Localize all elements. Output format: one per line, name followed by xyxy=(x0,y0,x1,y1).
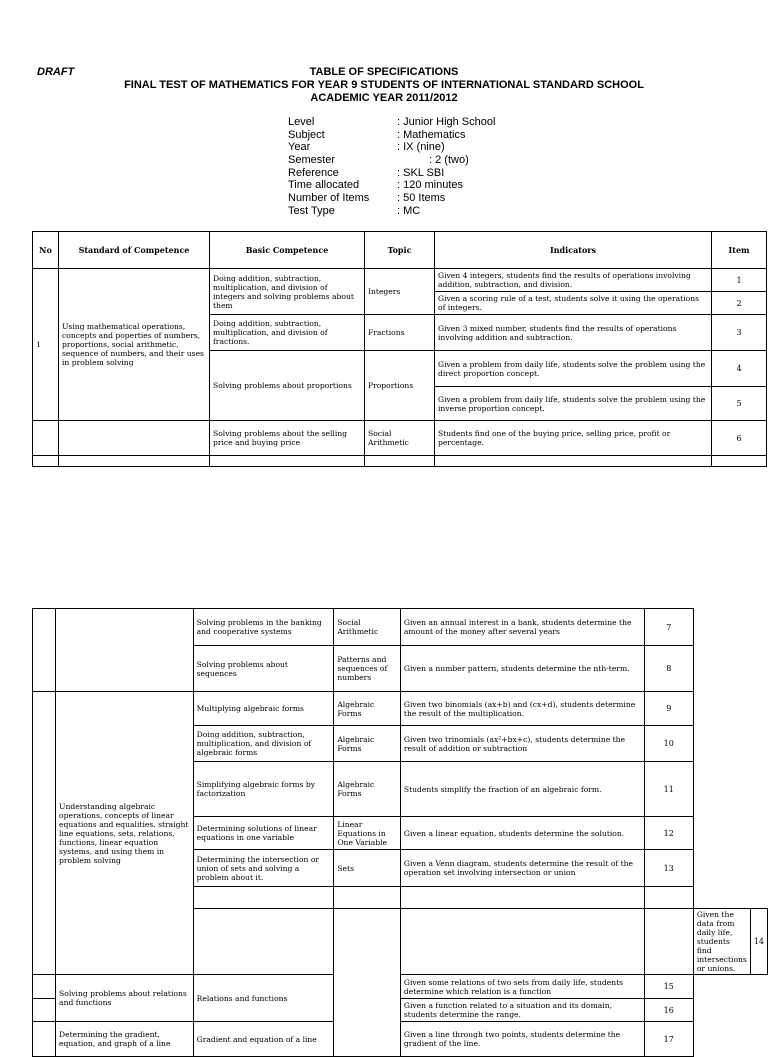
empty-cell xyxy=(56,609,194,692)
indicator: Given two binomials (ax+b) and (cx+d), students determine the result of the multiplication. xyxy=(400,692,644,726)
indicator: Given the data from daily life, students find intersections or unions. xyxy=(693,909,750,975)
item-number: 2 xyxy=(712,292,767,315)
basic-competence: Simplifying algebraic forms by factorization xyxy=(193,762,334,817)
table-row xyxy=(33,975,768,999)
basic-competence: Doing addition, subtraction, multiplication, and division of fractions. xyxy=(210,315,365,351)
indicator: Given 4 integers, students find the results of operations involving addition, subtraction, and division. xyxy=(435,269,712,292)
indicator: Given a linear equation, students determine the solution. xyxy=(400,817,644,850)
topic: Fractions xyxy=(365,315,435,351)
indicator: Given 3 mixed number, students find the results of operations involving addition and subtraction. xyxy=(435,315,712,351)
document-subtitle: FINAL TEST OF MATHEMATICS FOR YEAR 9 STUDENTS OF INTERNATIONAL STANDARD SCHOOL xyxy=(124,79,644,91)
table-header-row xyxy=(33,232,767,269)
basic-competence: Determining solutions of linear equations in one variable xyxy=(193,817,334,850)
item-number: 11 xyxy=(644,762,693,817)
empty-cell xyxy=(33,692,56,975)
standard-of-competence: Using mathematical operations, concepts and poperties of numbers, proportions, social arithmetic, sequence of numbers, and their uses in problem solving xyxy=(59,269,210,421)
draft-label: DRAFT xyxy=(37,66,75,78)
basic-competence: Solving problems about the selling price and buying price xyxy=(210,421,365,456)
indicator: Given a scoring rule of a test, students solve it using the operations of integers. xyxy=(435,292,712,315)
indicator: Given a line through two points, students determine the gradient of the line. xyxy=(400,1022,644,1057)
empty-cell xyxy=(33,1022,56,1057)
col-header-item: Item xyxy=(712,232,767,269)
item-number: 3 xyxy=(712,315,767,351)
basic-competence: Solving problems about relations and functions xyxy=(56,975,194,1022)
item-number: 12 xyxy=(644,817,693,850)
basic-competence: Solving problems about proportions xyxy=(210,351,365,421)
indicator: Given an annual interest in a bank, students determine the amount of the money after several years xyxy=(400,609,644,646)
item-number: 6 xyxy=(712,421,767,456)
topic: Algebraic Forms xyxy=(334,726,401,762)
row-number: 1 xyxy=(33,269,59,421)
indicator: Given a problem from daily life, students solve the problem using the direct proportion concept. xyxy=(435,351,712,387)
item-number: 8 xyxy=(644,646,693,692)
table-row-empty xyxy=(33,456,767,467)
standard-of-competence: Understanding algebraic operations, concepts of linear equations and equalities, straight line equations, sets, relations, functions, linear equation systems, and using them in problem solving xyxy=(56,692,194,975)
empty-cell xyxy=(644,909,693,975)
indicator: Given two trinomials (ax²+bx+c), students determine the result of addition or subtraction xyxy=(400,726,644,762)
basic-competence: Multiplying algebraic forms xyxy=(193,692,334,726)
topic: Gradient and equation of a line xyxy=(193,1022,334,1057)
col-header-indicators: Indicators xyxy=(435,232,712,269)
basic-competence: Solving problems about sequences xyxy=(193,646,334,692)
table-row xyxy=(33,269,767,292)
item-number: 16 xyxy=(644,999,693,1022)
indicator: Students simplify the fraction of an algebraic form. xyxy=(400,762,644,817)
empty-cell xyxy=(59,421,210,456)
empty-cell xyxy=(400,909,644,975)
specification-table-1 xyxy=(32,231,767,467)
topic: Relations and functions xyxy=(193,975,334,1022)
table-row xyxy=(33,609,768,646)
col-header-no: No xyxy=(33,232,59,269)
empty-cell xyxy=(33,975,56,999)
indicator: Given a function related to a situation and its domain, students determine the range. xyxy=(400,999,644,1022)
item-number: 1 xyxy=(712,269,767,292)
indicator: Given a problem from daily life, students solve the problem using the inverse proportion concept. xyxy=(435,387,712,421)
academic-year: ACADEMIC YEAR 2011/2012 xyxy=(310,92,458,104)
basic-competence: Doing addition, subtraction, multiplication, and division of algebraic forms xyxy=(193,726,334,762)
item-number: 14 xyxy=(750,909,767,975)
table-row xyxy=(33,421,767,456)
col-header-topic: Topic xyxy=(365,232,435,269)
topic: Social Arithmetic xyxy=(334,609,401,646)
topic: Social Arithmetic xyxy=(365,421,435,456)
topic: Integers xyxy=(365,269,435,315)
document-title: TABLE OF SPECIFICATIONS xyxy=(309,66,459,78)
item-number: 9 xyxy=(644,692,693,726)
topic: Proportions xyxy=(365,351,435,421)
topic: Sets xyxy=(334,850,401,887)
specification-table-2 xyxy=(32,608,768,1057)
item-number: 13 xyxy=(644,850,693,887)
basic-competence: Solving problems in the banking and cooperative systems xyxy=(193,609,334,646)
topic: Patterns and sequences of numbers xyxy=(334,646,401,692)
item-number: 5 xyxy=(712,387,767,421)
empty-cell xyxy=(33,421,59,456)
col-header-standard: Standard of Competence xyxy=(59,232,210,269)
indicator: Students find one of the buying price, selling price, profit or percentage. xyxy=(435,421,712,456)
empty-cell xyxy=(33,609,56,692)
empty-cell xyxy=(193,909,334,975)
item-number: 4 xyxy=(712,351,767,387)
topic: Linear Equations in One Variable xyxy=(334,817,401,850)
indicator: Given a Venn diagram, students determine the result of the operation set involving intersection or union xyxy=(400,850,644,887)
empty-cell xyxy=(33,999,56,1022)
topic: Algebraic Forms xyxy=(334,762,401,817)
basic-competence: Doing addition, subtraction, multiplication, and division of integers and solving problems about them xyxy=(210,269,365,315)
table-row xyxy=(33,692,768,726)
table-row xyxy=(33,1022,768,1057)
col-header-basic: Basic Competence xyxy=(210,232,365,269)
basic-competence: Determining the intersection or union of sets and solving a problem about it. xyxy=(193,850,334,887)
item-number: 7 xyxy=(644,609,693,646)
topic: Algebraic Forms xyxy=(334,692,401,726)
item-number: 17 xyxy=(644,1022,693,1057)
basic-competence: Determining the gradient, equation, and graph of a line xyxy=(56,1022,194,1057)
indicator: Given a number pattern, students determine the nth-term. xyxy=(400,646,644,692)
indicator: Given some relations of two sets from daily life, students determine which relation is a function xyxy=(400,975,644,999)
item-number: 15 xyxy=(644,975,693,999)
empty-cell xyxy=(334,909,401,1057)
item-number: 10 xyxy=(644,726,693,762)
